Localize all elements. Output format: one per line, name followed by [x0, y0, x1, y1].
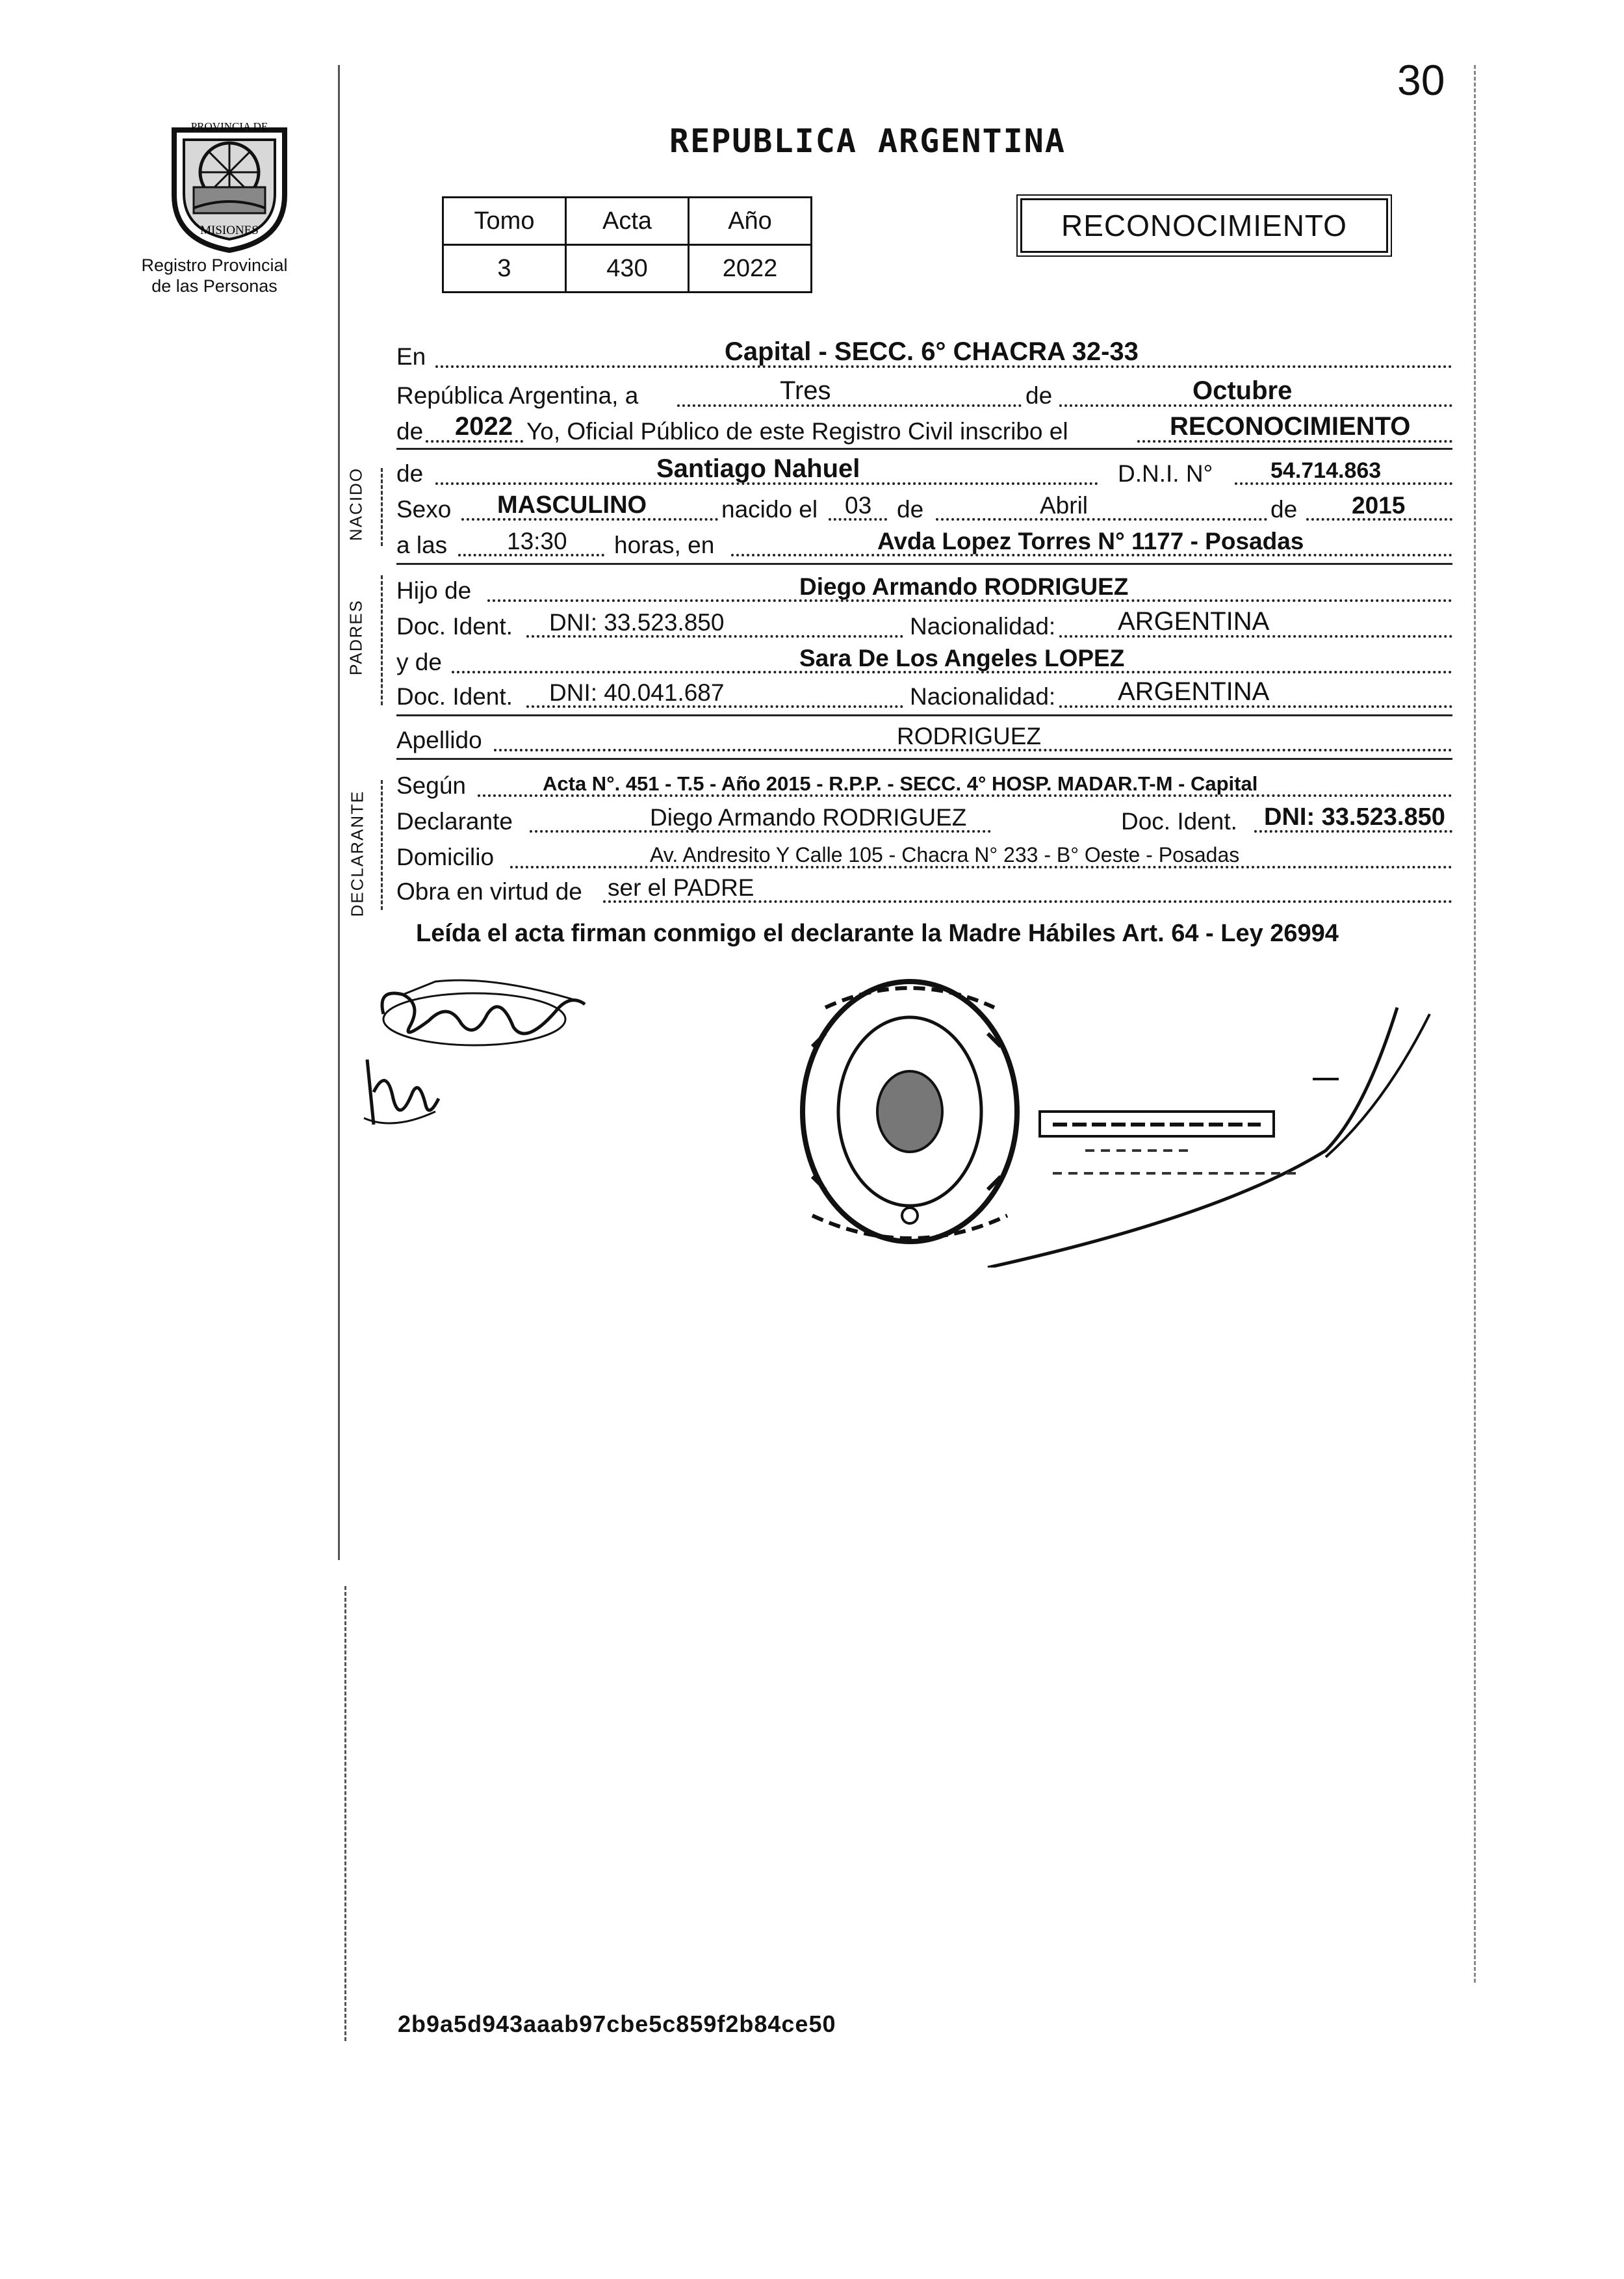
padre-value: Diego Armando RODRIGUEZ [799, 573, 1129, 600]
nac-mes-dots [936, 518, 1267, 521]
table-value-row [443, 245, 812, 293]
official-signature [962, 995, 1456, 1268]
row-sexo [396, 491, 1452, 527]
padre-nac-value: ARGENTINA [1118, 607, 1270, 636]
alas-label: a las [396, 532, 448, 558]
madre-doc-value: DNI: 40.041.687 [549, 679, 725, 706]
row-madre-doc-underline [396, 714, 1452, 716]
row-madre-doc [396, 678, 1452, 714]
decl-doc-value: DNI: 33.523.850 [1264, 803, 1445, 831]
tomo-value: 3 [443, 245, 566, 293]
country-title: REPUBLICA ARGENTINA [669, 122, 1066, 160]
acta-value: 430 [566, 245, 689, 293]
dia-dots [677, 404, 1022, 407]
domicilio-label: Domicilio [396, 844, 495, 870]
seal-text-top: PROVINCIA DE [190, 120, 268, 133]
document-hash: 2b9a5d943aaab97cbe5c859f2b84ce50 [398, 2011, 836, 2037]
dni-label: D.N.I. N° [1118, 460, 1213, 487]
document-type-box: RECONOCIMIENTO [1020, 198, 1388, 253]
row-apellido-underline [396, 758, 1452, 760]
left-margin-rule [338, 65, 340, 1560]
anio-value: 2022 [689, 245, 812, 293]
apellido-value: RODRIGUEZ [897, 723, 1041, 749]
registry-name-line1: Registro Provincial [141, 255, 288, 275]
seal-text-bottom: MISIONES [200, 224, 259, 237]
row-nombre [396, 455, 1452, 491]
row-madre [396, 644, 1452, 680]
side-label-nacido: NACIDO [346, 467, 366, 541]
nac-de-label: de [897, 496, 924, 523]
nacido-bracket [381, 468, 385, 546]
tomo-header: Tomo [443, 198, 566, 245]
row-padre [396, 572, 1452, 608]
side-label-padres: PADRES [346, 599, 366, 675]
row-inscribo [396, 413, 1452, 449]
segun-value: Acta N°. 451 - T.5 - Año 2015 - R.P.P. - SECC. 4° HOSP. MADAR.T-M - Capital [543, 772, 1258, 795]
nombre-label: de [396, 460, 424, 487]
padre-doc-label: Doc. Ident. [396, 613, 513, 640]
registry-seal-logo [155, 111, 304, 254]
acta-header: Acta [566, 198, 689, 245]
nac-de2-label: de [1270, 496, 1298, 523]
registry-name-line2: de las Personas [151, 276, 277, 296]
apellido-label: Apellido [396, 727, 482, 753]
padre-nac-label: Nacionalidad: [910, 613, 1056, 640]
row-hora [396, 527, 1452, 563]
acta-reference-table [442, 196, 812, 293]
obra-label: Obra en virtud de [396, 878, 582, 905]
nac-mes-value: Abril [1040, 492, 1089, 519]
en-value: Capital - SECC. 6° CHACRA 32-33 [725, 337, 1139, 366]
nac-dia-value: 03 [845, 492, 872, 519]
madre-signature [354, 1053, 445, 1138]
inscribo-label: Yo, Oficial Público de este Registro Civil inscribo el [526, 418, 1068, 445]
madre-nac-value: ARGENTINA [1118, 677, 1270, 706]
right-margin-dashes [1474, 65, 1478, 1983]
row-apellido [396, 722, 1452, 758]
madre-nac-label: Nacionalidad: [910, 683, 1056, 710]
segun-label: Según [396, 772, 466, 799]
lugar-value: Avda Lopez Torres N° 1177 - Posadas [877, 528, 1304, 554]
hora-value: 13:30 [507, 528, 567, 554]
domicilio-value: Av. Andresito Y Calle 105 - Chacra N° 233 - B° Oeste - Posadas [650, 843, 1240, 866]
declarante-signature [364, 969, 598, 1053]
page-number: 30 [1397, 56, 1445, 104]
side-label-declarante: DECLARANTE [347, 790, 367, 917]
row-segun [396, 767, 1452, 803]
nac-anio-value: 2015 [1352, 492, 1406, 519]
horas-en-label: horas, en [614, 532, 715, 558]
anio-prefix-label: de [396, 418, 424, 445]
row-obra [396, 873, 1452, 909]
nacido-el-label: nacido el [721, 496, 818, 523]
table-header-row [443, 198, 812, 245]
republica-label: República Argentina, a [396, 382, 639, 409]
madre-doc-label: Doc. Ident. [396, 683, 513, 710]
inscribo-value: RECONOCIMIENTO [1170, 412, 1411, 441]
dia-value: Tres [780, 376, 831, 405]
anio-header: Año [689, 198, 812, 245]
anio-field-value: 2022 [455, 412, 513, 441]
padre-doc-value: DNI: 33.523.850 [549, 609, 725, 636]
mes-value: Octubre [1192, 376, 1293, 405]
hijo-de-label: Hijo de [396, 577, 472, 604]
nombre-value: Santiago Nahuel [656, 454, 860, 483]
declarante-value: Diego Armando RODRIGUEZ [650, 804, 967, 831]
declarante-label: Declarante [396, 808, 513, 835]
en-label: En [396, 343, 426, 370]
row-inscribo-underline [396, 448, 1452, 450]
declarante-bracket [381, 780, 385, 910]
dni-value: 54.714.863 [1270, 458, 1382, 483]
sexo-label: Sexo [396, 496, 452, 523]
left-margin-dashes [344, 1586, 348, 2041]
decl-doc-label: Doc. Ident. [1121, 808, 1237, 835]
madre-value: Sara De Los Angeles LOPEZ [799, 645, 1125, 671]
row-en [396, 338, 1452, 374]
y-de-label: y de [396, 649, 442, 675]
sexo-value: MASCULINO [497, 491, 647, 519]
padres-bracket [381, 575, 385, 705]
row-hora-underline [396, 563, 1452, 565]
fecha-de-label: de [1025, 382, 1053, 409]
row-declarante [396, 803, 1452, 839]
obra-value: ser el PADRE [608, 874, 754, 901]
row-fecha [396, 377, 1452, 413]
row-padre-doc [396, 608, 1452, 644]
closing-statement: Leída el acta firman conmigo el declarante la Madre Hábiles Art. 64 - Ley 26994 [416, 920, 1339, 947]
registry-name [130, 255, 299, 296]
row-domicilio [396, 839, 1452, 875]
